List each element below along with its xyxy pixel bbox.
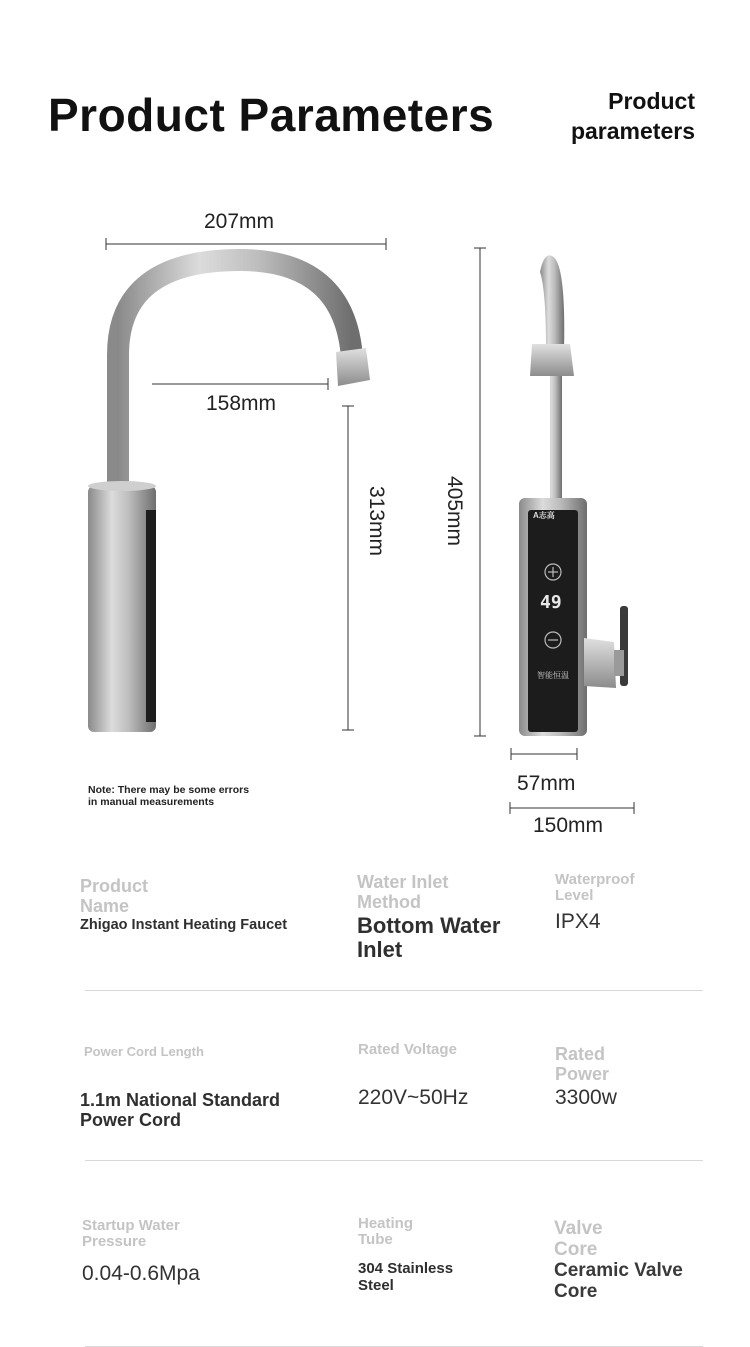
- measurement-note: Note: There may be some errors in manual measurements: [88, 784, 250, 808]
- dimension-spout-height: 313mm: [365, 486, 388, 557]
- param-value: 220V~50Hz: [358, 1086, 469, 1109]
- param-value: Bottom Water Inlet: [357, 913, 501, 962]
- param-label: Water Inlet Method: [357, 872, 449, 912]
- param-waterproof-level: [555, 872, 715, 934]
- dimension-body-diameter: 57mm: [517, 772, 576, 795]
- temperature-display: 49: [540, 592, 562, 613]
- param-value: 3300w: [555, 1086, 617, 1109]
- dimension-total-height: 405mm: [443, 476, 466, 547]
- param-rated-power: [555, 1044, 715, 1110]
- param-product-name: [80, 876, 340, 934]
- param-row-1: [0, 870, 750, 1040]
- param-label: Power Cord Length: [84, 1044, 204, 1059]
- page-title: Product Parameters: [48, 89, 495, 141]
- param-heating-tube: [358, 1216, 538, 1294]
- product-dimension-figure: [0, 180, 750, 840]
- param-power-cord-length: [80, 1044, 344, 1130]
- param-water-inlet-method: [357, 872, 557, 962]
- param-row-2: [0, 1040, 750, 1210]
- param-label: Heating Tube: [358, 1215, 414, 1248]
- param-value: Zhigao Instant Heating Faucet: [80, 917, 288, 933]
- faucet-side-view: [88, 260, 370, 732]
- param-label: Valve Core: [554, 1218, 603, 1260]
- param-label: Rated Power: [555, 1044, 610, 1084]
- param-row-3: [0, 1212, 750, 1347]
- row-divider: [85, 990, 703, 991]
- dimension-spout-reach: 158mm: [206, 392, 277, 415]
- param-value: Ceramic Valve Core: [554, 1260, 683, 1302]
- param-label: Waterproof Level: [555, 871, 635, 904]
- row-divider: [85, 1160, 703, 1161]
- param-label: Startup Water Pressure: [82, 1217, 180, 1250]
- param-value: 1.1m National Standard Power Cord: [80, 1090, 281, 1130]
- faucet-front-view: [519, 255, 628, 736]
- brand-logo: A志高: [533, 511, 555, 520]
- param-value: 304 Stainless Steel: [358, 1260, 454, 1294]
- param-value: 0.04-0.6Mpa: [82, 1262, 200, 1285]
- param-label: Product Name: [80, 876, 149, 916]
- dimension-overall-depth: 150mm: [533, 814, 604, 837]
- page-subtitle: Product parameters: [570, 88, 695, 144]
- panel-footer-text: 智能恒温: [537, 671, 569, 680]
- dimension-top-width: 207mm: [204, 210, 275, 233]
- param-valve-core: [554, 1218, 744, 1302]
- param-label: Rated Voltage: [358, 1041, 457, 1058]
- param-value: IPX4: [555, 910, 601, 933]
- param-startup-water-pressure: [82, 1218, 322, 1286]
- param-rated-voltage: [358, 1042, 538, 1110]
